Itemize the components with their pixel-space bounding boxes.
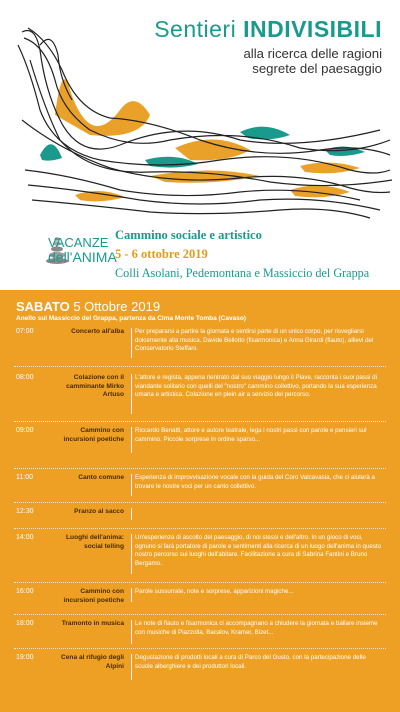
schedule-time: 14:00 [16,534,34,541]
schedule-activity: Cammino con incursioni poetiche [63,427,124,443]
row-separator [14,366,386,367]
schedule-description: Degustazione di prodotti locali a cura di Parco del Gusto, con la partecipazione delle scuole alberghiere e dei produttori locali. [135,654,366,670]
schedule-section [0,290,400,712]
schedule-time: 12:30 [16,508,34,515]
schedule-time: 18:00 [16,620,34,627]
event-places: Colli Asolani, Pedemontana e Massiccio del Grappa [115,266,370,280]
subtitle [154,46,382,76]
day-name: SABATO [16,299,70,314]
schedule-divider [131,427,132,453]
schedule-divider [131,654,132,680]
schedule-description: Parole sussurrate, note e sorprese, apparizioni magiche... [135,588,294,595]
page-title [154,16,382,43]
schedule-divider [131,328,132,358]
schedule-activity: Colazione con il camminante Mirko Artuso [66,374,124,399]
schedule-time: 11:00 [16,474,33,481]
schedule-description: Un'esperienza di ascolto del paesaggio, di noi stessi e dell'altro. In un gioco di voci, ognuno si farà portatore di parole e sentimenti alla ricerca di un luogo dell'anima in questo nostro percorso sui luoghi dell'abitare. Facilitazione a cura di Sabrina Fantini e Bruno Bergamo. [135,534,382,567]
row-separator [14,614,386,615]
subtitle-line-1: alla ricerca delle ragioni [243,46,382,61]
schedule-activity: Luoghi dell'anima: social telling [66,534,124,550]
row-separator [14,648,386,649]
row-separator [14,468,386,469]
schedule-activity: Pranzo al sacco [74,508,124,515]
title-block [154,16,382,76]
row-separator [14,502,386,503]
schedule-activity: Canto comune [78,474,124,481]
logo-text [48,236,117,264]
schedule-time: 09:00 [16,427,34,434]
row-separator [14,421,386,422]
schedule-time: 16:00 [16,588,34,595]
row-separator [14,582,386,583]
day-subheading: Anello sul Massiccio del Grappa, partenza da Cima Monte Tomba (Cavaso) [16,315,246,322]
title-bold: INDIVISIBILI [243,16,382,42]
schedule-time: 08:00 [16,374,34,381]
schedule-divider [131,588,132,602]
logo-line-1: VACANZE [48,235,109,250]
schedule-divider [131,474,132,496]
day-heading [16,299,160,314]
day-date: 5 Ottobre 2019 [73,299,161,314]
subtitle-line-2: segrete del paesaggio [252,61,382,76]
schedule-time: 07:00 [16,328,34,335]
schedule-activity: Cammino con incursioni poetiche [63,588,124,604]
schedule-activity: Tramonto in musica [61,620,124,627]
schedule-description: Esperienza di improvvisazione vocale con la guida del Coro Valcavasia, che ci aiuterà a trovare le nostre voci per un canto collettivo. [135,474,375,490]
title-pre: Sentieri [154,16,244,42]
event-info [115,228,369,281]
schedule-description: Per prepararsi a partire la giornata e sentirsi parte di un unico corpo, per risvegliarsi dolcemente alla musica. Davide Bellotto (fisarmonica) e Anna Girardi (flauto), allievi del Conservatorio Steffani. [135,328,374,353]
schedule-activity: Concerto all'alba [71,328,124,335]
schedule-divider [131,508,132,520]
schedule-divider [131,534,132,574]
schedule-description: L'attore e regista, appena rientrato dal suo viaggio lungo il Piave, racconta i suoi passi di viandante solitario con quelli del "nostro" cammino collettivo, portando la sua esperienza umana e artistica. Colazione en plein air a servizio del percorso. [135,374,377,399]
header-section [0,0,400,290]
schedule-divider [131,620,132,644]
schedule-description: Riccardo Benatti, attore e autore teatrale, lega i nostri passi con parole e pensieri sul cammino. Piccole sorprese in ordine sparso... [135,427,367,443]
schedule-divider [131,374,132,414]
event-dates: 5 - 6 ottobre 2019 [115,247,208,261]
schedule-time: 19:00 [16,654,34,661]
schedule-description: Le note di flauto e fisarmonica ci accompagnano a chiudere la giornata e ballare insieme con musiche di Piazzolla, Bacalov, Kramer, Bizet... [135,620,378,636]
logo-line-2: dell'ANIMA [48,249,117,265]
schedule-activity: Cena al rifugio degli Alpini [60,654,124,670]
event-kind: Cammino sociale e artistico [115,228,262,242]
row-separator [14,528,386,529]
